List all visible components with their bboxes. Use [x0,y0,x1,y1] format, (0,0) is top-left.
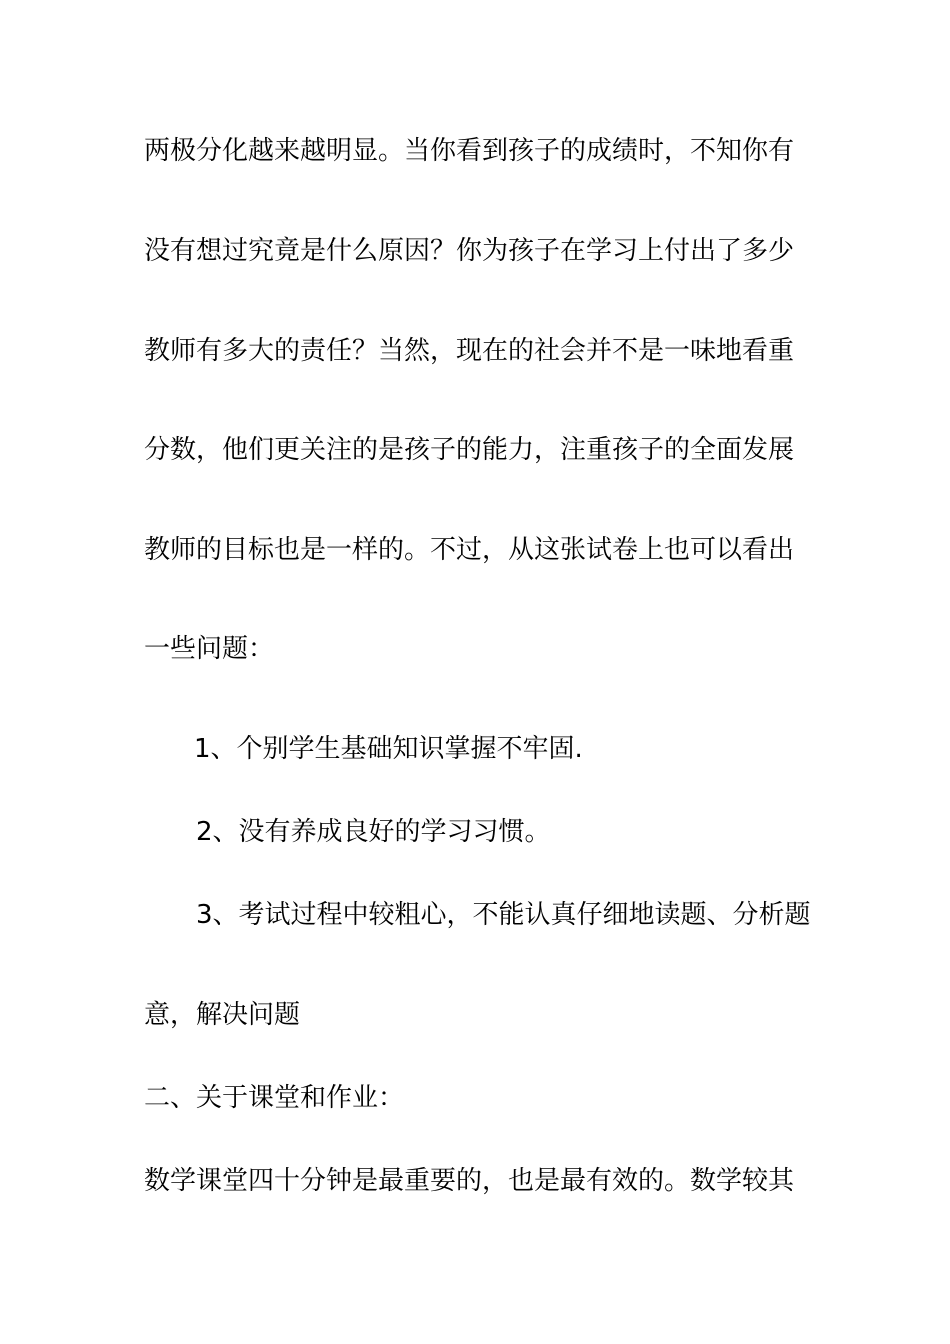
paragraph-line: 数学课堂四十分钟是最重要的，也是最有效的。数学较其 [144,1166,795,1196]
list-item-3: 3、考试过程中较粗心，不能认真仔细地读题、分析题 [196,900,811,930]
section-heading: 二、关于课堂和作业： [144,1083,405,1113]
paragraph-line: 一些问题： [144,634,275,664]
paragraph-line: 分数，他们更关注的是孩子的能力，注重孩子的全面发展 [144,435,795,465]
list-item-1: 1、个别学生基础知识掌握不牢固. [194,734,583,764]
list-item-3-continuation: 意，解决问题 [144,1000,301,1030]
paragraph-line: 教师的目标也是一样的。不过，从这张试卷上也可以看出 [144,535,795,565]
list-item-2: 2、没有养成良好的学习习惯。 [196,817,551,847]
paragraph-line: 教师有多大的责任？当然，现在的社会并不是一味地看重 [144,336,795,366]
paragraph-line: 没有想过究竟是什么原因？你为孩子在学习上付出了多少 [144,236,795,266]
paragraph-line: 两极分化越来越明显。当你看到孩子的成绩时，不知你有 [144,136,795,166]
